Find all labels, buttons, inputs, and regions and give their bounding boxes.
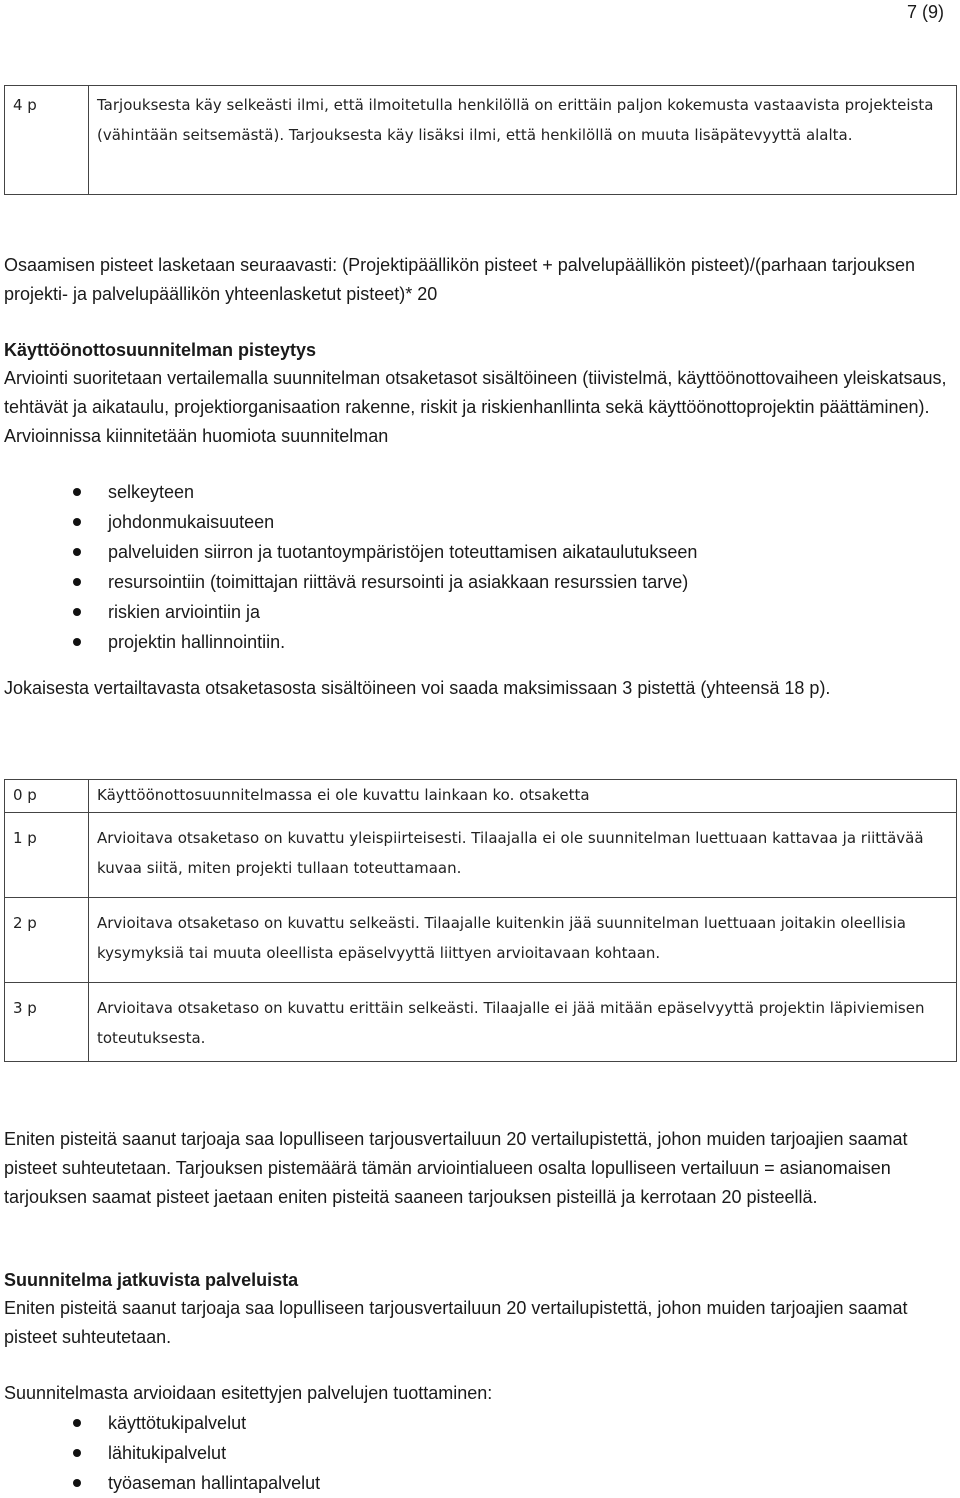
plan-scoring-intro: Arviointi suoritetaan vertailemalla suunnitelman otsaketasot sisältöineen (tiivistelmä, käyttöönottovaiheen yleiskatsaus, tehtävät ja aikataulu, projektiorganisaation rakenne, riskit ja riskienhanllinta sekä käyttöönottoprojektin päättäminen). Arvioinnissa kiinnitetään huomiota suunnitelman bbox=[4, 368, 947, 446]
list-item: selkeyteen bbox=[4, 477, 697, 507]
table-row bbox=[5, 813, 957, 898]
points-cell: 4 p bbox=[5, 86, 89, 195]
list-item: riskien arviointiin ja bbox=[4, 597, 697, 627]
services-list bbox=[4, 1408, 320, 1498]
points-cell: 0 p bbox=[5, 780, 89, 813]
list-item: käyttötukipalvelut bbox=[4, 1408, 320, 1438]
points-cell: 1 p bbox=[5, 813, 89, 898]
list-item: lähitukipalvelut bbox=[4, 1438, 320, 1468]
list-item: palveluiden siirron ja tuotantoympäristöjen toteuttamisen aikataulutukseen bbox=[4, 537, 697, 567]
list-item: johdonmukaisuuteen bbox=[4, 507, 697, 537]
table-row bbox=[5, 86, 957, 195]
table-row bbox=[5, 898, 957, 983]
description-cell: Tarjouksesta käy selkeästi ilmi, että ilmoitetulla henkilöllä on erittäin paljon kokemusta vastaavista projekteista (vähintään seitsemästä). Tarjouksesta käy lisäksi ilmi, että henkilöllä on muuta lisäpätevyyttä alalta. bbox=[89, 86, 957, 195]
max-points-paragraph: Jokaisesta vertailtavasta otsaketasosta sisältöineen voi saada maksimissaan 3 pistettä (yhteensä 18 p). bbox=[4, 678, 831, 698]
plan-scoring-heading: Käyttöönottosuunnitelman pisteytys bbox=[4, 340, 317, 360]
top-score-table bbox=[4, 85, 957, 195]
points-cell: 2 p bbox=[5, 898, 89, 983]
description-cell: Käyttöönottosuunnitelmassa ei ole kuvattu lainkaan ko. otsaketta bbox=[89, 780, 957, 813]
evaluated-services-intro: Suunnitelmasta arvioidaan esitettyjen palvelujen tuottaminen: bbox=[4, 1383, 493, 1403]
page-number: 7 (9) bbox=[906, 2, 944, 22]
table-row bbox=[5, 780, 957, 813]
list-item: projektin hallinnointiin. bbox=[4, 627, 697, 657]
formula-paragraph: Osaamisen pisteet lasketaan seuraavasti: (Projektipäällikön pisteet + palvelupäällikön pisteet)/(parhaan tarjouksen projekti- ja palvelupäällikön yhteenlasketut pisteet)* 20 bbox=[4, 255, 916, 304]
continuous-services-heading: Suunnitelma jatkuvista palveluista bbox=[4, 1270, 299, 1290]
description-cell: Arvioitava otsaketaso on kuvattu yleispiirteisesti. Tilaajalla ei ole suunnitelman luettuaan kattavaa ja riittävää kuvaa siitä, miten projekti tullaan toteuttamaan. bbox=[89, 813, 957, 898]
description-cell: Arvioitava otsaketaso on kuvattu erittäin selkeästi. Tilaajalle ei jää mitään epäselvyyttä projektin läpiviemisen toteutuksesta. bbox=[89, 983, 957, 1062]
points-cell: 3 p bbox=[5, 983, 89, 1062]
comparison-paragraph: Eniten pisteitä saanut tarjoaja saa lopulliseen tarjousvertailuun 20 vertailupistettä, johon muiden tarjoajien saamat pisteet suhteutetaan. Tarjouksen pistemäärä tämän arviointialueen osalta lopulliseen vertailuun = asianomaisen tarjouksen saamat pisteet jaetaan eniten pisteitä saaneen tarjouksen pisteillä ja kerrotaan 20 pisteellä. bbox=[4, 1129, 908, 1207]
continuous-services-text: Eniten pisteitä saanut tarjoaja saa lopulliseen tarjousvertailuun 20 vertailupistettä, johon muiden tarjoajien saamat pisteet suhteutetaan. bbox=[4, 1298, 908, 1347]
plan-score-table bbox=[4, 779, 957, 1062]
description-cell: Arvioitava otsaketaso on kuvattu selkeästi. Tilaajalle kuitenkin jää suunnitelman luettuaan joitakin oleellisia kysymyksiä tai muuta oleellista epäselvyyttä liittyen arvioitavaan kohtaan. bbox=[89, 898, 957, 983]
criteria-list bbox=[4, 477, 697, 657]
list-item: työaseman hallintapalvelut bbox=[4, 1468, 320, 1498]
table-row bbox=[5, 983, 957, 1062]
list-item: resursointiin (toimittajan riittävä resursointi ja asiakkaan resurssien tarve) bbox=[4, 567, 697, 597]
